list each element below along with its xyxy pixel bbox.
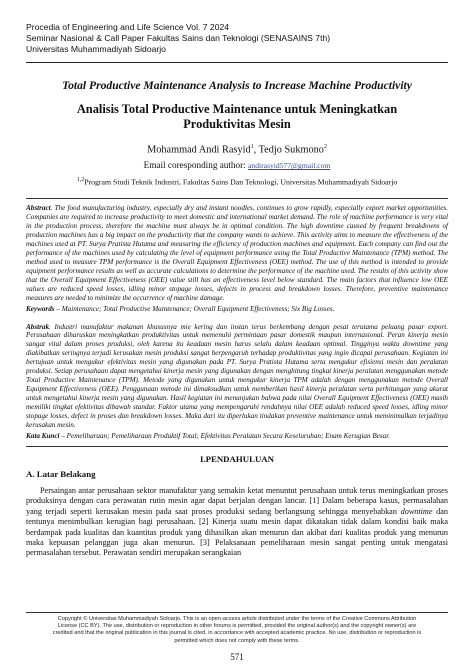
affiliation-superscript: 1,2 [76, 177, 85, 184]
paragraph-text: dan tentunya menimbulkan kerugian bagi perusahaan. [2] Kinerja suatu mesin dapat dikatakan tidak dalam kondisi baik maka berdampak pada kualitas dan kuantitas produk yang dihasilkan akan menurun dan akibat dari kualitas produk yang menurun maka kepuasan pelanggan juga akan menurun. [3] Pelaksanaan pemeliharaan mesin sangat penting untuk mengatasi permasalahan tersebut. Perawatan sendiri merupakan serangkaian [26, 506, 448, 558]
affiliation-text: Program Studi Teknik Industri, Fakultas Sains Dan Teknologi, Universitas Muhammadiyah Sidoarjo [84, 178, 398, 188]
subsection-title: A. Latar Belakang [26, 468, 96, 479]
abstract-label: Abstract [26, 204, 51, 213]
header-line-seminar: Seminar Nasional & Call Paper Fakultas Sains dan Teknologi (SENASAINS 7th) [26, 33, 331, 43]
author-name: Mohammad Andi Rasyid [147, 144, 251, 156]
abstract-block [26, 198, 448, 447]
license-notice: Copyright © Universitas Muhammadiyah Sidoarjo. This is an open-access article distributed under the terms of the Creative Commons Attribution License (CC BY). The use, distribution or reproduction in other forums is permitted, provided the original author(s) and the copyright owner(s) are credited and that the original publication in this journal is cited, in accordance with accepted academic practice. No use, distribution or reproduction is permitted which does not comply with these terms. [52, 616, 422, 644]
kata-kunci-text: – Pemeliharaan; Pemeliharaan Produktif Total; Efektivitas Peralatan Secara Keseluruhan; Enam Kerugian Besar. [59, 431, 391, 440]
paragraph-text: Persaingan antar perusahaan sektor manufaktur yang semakin ketat menuntut perusahaan untuk terus meningkatkan proses produksinya dengan cara perawatan rutin mesin agar dapat berjalan dengan lancar. [1] Dalam beberapa kasus, permasalahan yang terjadi seperti kerusakan mesin pada saat proses produksi sedang berlangsung sehingga menyebabkan [26, 485, 448, 516]
author-separator: , [253, 144, 259, 156]
title-indonesian: Analisis Total Productive Maintenance untuk Meningkatkan Produktivitas Mesin [76, 102, 398, 131]
email-label: Email coresponding author: [143, 160, 249, 171]
header-line-university: Universitas Muhammadiyah Sidoarjo [26, 44, 166, 54]
keywords-indonesian [26, 432, 448, 441]
footer-divider [26, 612, 448, 613]
journal-header [26, 0, 448, 55]
abstrak-text: . Industri manufaktur makanan khususnya mie kering dan instan terus berkembang dengan pesat terutama peluang pasar export. Perusahaan diharuskan meningkatkan produktivitas untuk memenuhi permintaan pasar domestik maupun internasional. Peran kinerja mesin sangat vital dalam proses produksi, oleh karena itu keadaan mesin harus selalu dalam keadaan optimal. Tingginya waktu downtime yang diakibatkan seringnya terjadi kerusakan mesin produksi sangat berpengaruh terhadap produktivitas yang ingin dicapai perusahaan. Kegiatan ini bertujuan untuk mengukur efektivitas mesin yang digunakan pada PT. Surya Pratista Hutama serta mengukur efisiensi mesin dan peralatan produksi. Setiap perusahaan dapat mengetahui kinerja mesin yang digunakan dengan menghitung tingkat kinerja peralatan menggunakan metode Total Productive Maintenance (TPM). Metode yang digunakan untuk mengukur kinerja TPM adalah dengan menggunakan metode Overall Equipment Effectiveness (OEE). Penggunaan metode ini dimaksudkan untuk memberikan hasil kinerja peralatan serta perhitungan yang akurat untuk mengetahui kinerja mesin yang digunakan. Hasil kegiatan ini menunjukan bahwa pada nilai Overall Equipment Effectiveness (OEE) masih memiliki tingkat efektivitas dibawah standar. Faktor utama yang mempengaruhi rendahnya nilai OEE adalah reduced speed losses, idling minor stopage losses, defect in proses dan breakdown losses. Maka dari itu diperlukan tindakan preventive maintenance untuk meminimalkan terjadinya kerusakan mesin. [26, 322, 448, 429]
email-link[interactable]: andirasyid577@gmail.com [248, 161, 331, 171]
header-divider [26, 62, 448, 63]
author-list [26, 141, 448, 156]
keywords-label: Keywords [26, 304, 55, 313]
keywords-text: – Maintenance; Total Productive Maintenance; Overall Equipment Effectiveness; Six Big Losses. [54, 304, 335, 313]
page-number: 571 [230, 652, 244, 662]
abstract-english [26, 204, 448, 302]
body-paragraph [26, 486, 448, 559]
paragraph-italic-term: downtime [400, 506, 433, 516]
author-name: Tedjo Sukmono [258, 144, 324, 156]
author-superscript: 1 [250, 144, 254, 150]
kata-kunci-label: Kata Kunci [26, 431, 60, 440]
author-superscript: 2 [323, 144, 327, 150]
affiliation [26, 175, 448, 188]
section-title: I.PENDAHULUAN [199, 453, 275, 464]
abstract-indonesian [26, 323, 448, 430]
header-line-journal: Procedia of Engineering and Life Science Vol. 7 2024 [26, 22, 230, 32]
abstract-text: . The food manufacturing industry, especially dry and instant noodles, continues to grow rapidly, especially export market opportunities. Companies are required to increase productivity to meet domestic and international market demand. The role of machine performance is very vital in the production process, therefore the machine must always be in optimal condition. The high downtime caused by frequent breakdowns of production machines has a big impact on the productivity that the company wants to achieve. This activity aims to measure the effectiveness of the machines used at PT. Surya Pratista Hutama and measuring the efficiency of production machines and equipment. Each company can find out the performance of the machines used by calculating the level of equipment performance using the Total Productive Maintenance (TPM) method. The method used to measure TPM performance is the Overall Equipment Effectiveness (OEE) method. The use of this method is intended to provide equipment performance results as well as accurate calculations to determine the performance of the machine used. The results of this activity show that the Overall Equipment Effectiveness (OEE) value still has an effectiveness level below standard. The main factors that influence low OEE values are reduced speed losses, idling minor stopage losses, defects in process and breakdown losses. Therefore, preventive maintenance measures are needed to minimize the occurrence of machine damage. [26, 204, 448, 302]
title-english: Total Productive Maintenance Analysis to Increase Machine Productivity [62, 79, 412, 92]
corresponding-email [26, 159, 448, 172]
abstrak-label: Abstrak [26, 322, 50, 331]
keywords-english [26, 305, 448, 314]
